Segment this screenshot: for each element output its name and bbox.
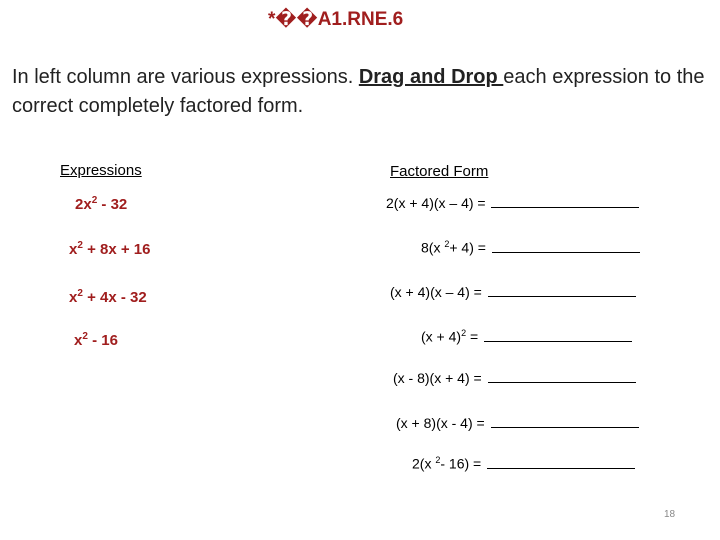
expression-exponent: 2 bbox=[77, 240, 83, 251]
factored-form-header: Factored Form bbox=[390, 163, 489, 180]
expression-exponent: 2 bbox=[82, 331, 88, 342]
expressions-header: Expressions bbox=[60, 162, 142, 179]
factored-form-text: 2(x bbox=[412, 455, 436, 472]
factored-form-text-post: - 16) = bbox=[440, 455, 486, 472]
drop-target-blank[interactable] bbox=[487, 456, 635, 469]
factored-form-text-post: + 4) = bbox=[449, 239, 490, 256]
factored-form-text: (x + 8)(x - 4) = bbox=[396, 415, 489, 431]
expression-base: x bbox=[74, 332, 83, 349]
drop-target-blank[interactable] bbox=[484, 329, 632, 342]
factored-form-row bbox=[386, 195, 639, 211]
factored-form-row bbox=[421, 328, 632, 345]
factored-form-row bbox=[396, 415, 639, 431]
drop-target-blank[interactable] bbox=[488, 284, 636, 297]
factored-form-row bbox=[390, 284, 636, 300]
drop-target-blank[interactable] bbox=[491, 195, 639, 208]
instructions-text-before: In left column are various expressions. bbox=[12, 66, 359, 88]
factored-form-text: (x + 4) bbox=[421, 328, 462, 345]
expression-base: 2x bbox=[75, 196, 92, 213]
factored-form-exponent: 2 bbox=[444, 239, 450, 249]
expression-base: x bbox=[69, 289, 78, 306]
factored-form-row bbox=[412, 455, 635, 472]
expression-exponent: 2 bbox=[91, 195, 98, 206]
slide-title bbox=[268, 8, 403, 31]
instructions bbox=[12, 63, 712, 121]
factored-form-text-post: = bbox=[466, 328, 483, 345]
title-prefix: *�� bbox=[268, 9, 318, 30]
factored-form-row bbox=[393, 370, 636, 386]
instructions-text-after: each expression to the correct completely factored form. bbox=[12, 66, 705, 117]
page-number: 18 bbox=[664, 509, 676, 520]
expression-rest: - 32 bbox=[97, 196, 128, 213]
factored-form-exponent: 2 bbox=[435, 455, 441, 465]
drop-target-blank[interactable] bbox=[491, 415, 639, 428]
instructions-emphasis: Drag and Drop bbox=[358, 66, 504, 88]
factored-form-text: (x - 8)(x + 4) = bbox=[393, 370, 486, 386]
expression-item[interactable] bbox=[67, 287, 149, 307]
expression-base: x bbox=[69, 241, 78, 258]
expression-item[interactable] bbox=[67, 239, 152, 259]
factored-form-text: 8(x bbox=[421, 239, 445, 256]
expression-item[interactable] bbox=[72, 330, 120, 350]
title-code: A1.RNE.6 bbox=[317, 9, 404, 30]
factored-form-text: 2(x + 4)(x – 4) = bbox=[386, 195, 490, 211]
expression-rest: + 4x - 32 bbox=[82, 289, 147, 306]
expression-rest: - 16 bbox=[87, 332, 118, 349]
expression-item[interactable] bbox=[73, 194, 129, 214]
expression-exponent: 2 bbox=[77, 288, 83, 299]
drop-target-blank[interactable] bbox=[488, 370, 636, 383]
factored-form-exponent: 2 bbox=[461, 328, 467, 338]
drop-target-blank[interactable] bbox=[492, 240, 640, 253]
factored-form-text: (x + 4)(x – 4) = bbox=[390, 284, 486, 300]
factored-form-row bbox=[421, 239, 640, 256]
expression-rest: + 8x + 16 bbox=[82, 241, 151, 258]
